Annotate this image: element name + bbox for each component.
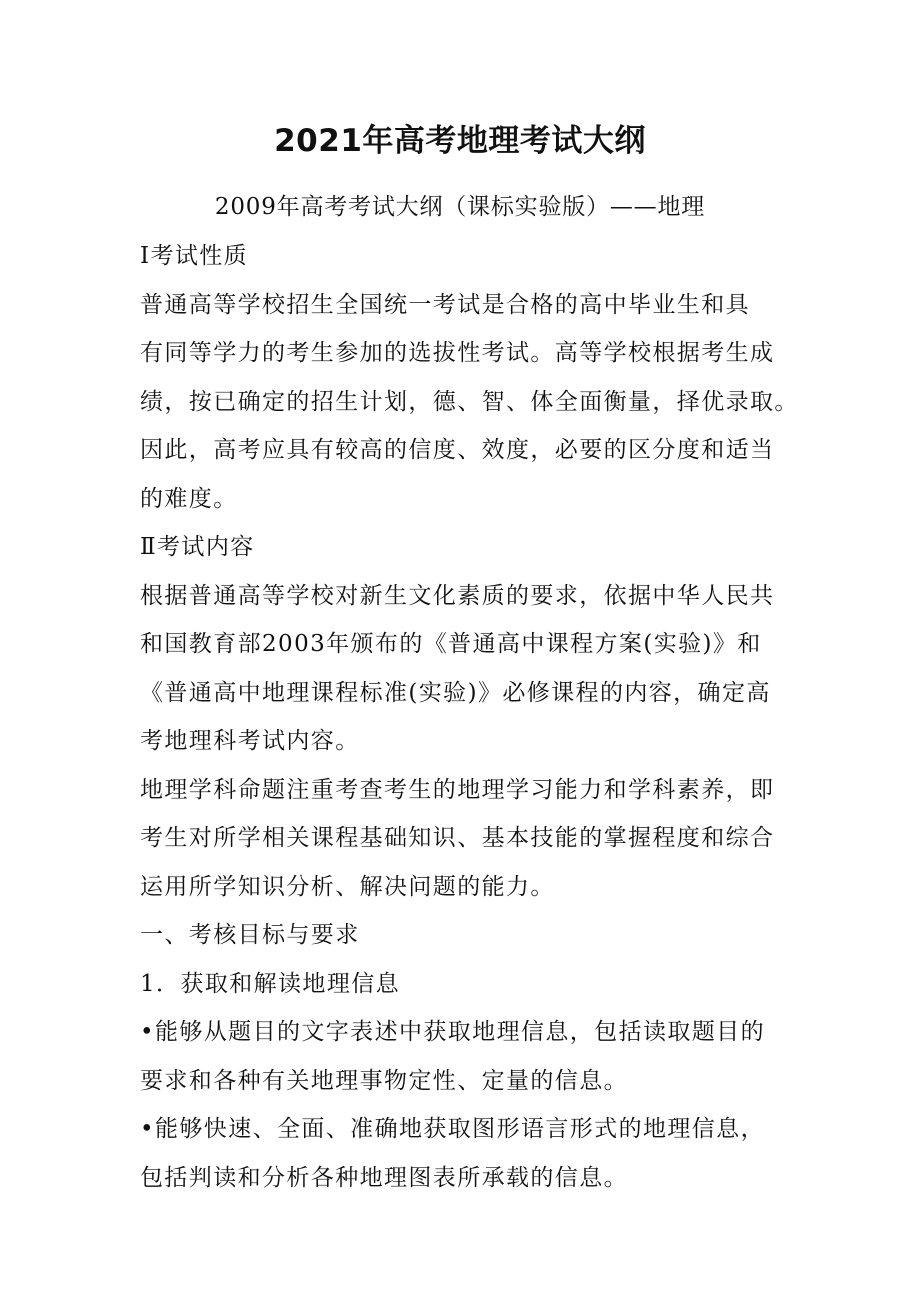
text-line: 有同等学力的考生参加的选拔性考试。高等学校根据考生成 <box>140 340 775 366</box>
text-line: 因此，高考应具有较高的信度、效度，必要的区分度和适当 <box>140 437 775 463</box>
text-line: 地理学科命题注重考查考生的地理学习能力和学科素养，即 <box>140 776 775 803</box>
text-line: 的难度。 <box>140 485 238 512</box>
text-line: 包括判读和分析各种地理图表所承载的信息。 <box>140 1164 628 1191</box>
bullet-line: •能够快速、全面、准确地获取图形语言形式的地理信息， <box>140 1116 765 1142</box>
text-line: 运用所学知识分析、解决问题的能力。 <box>140 873 555 900</box>
text-line: 普通高等学校招生全国统一考试是合格的高中毕业生和具 <box>140 291 750 318</box>
text-line: 和国教育部2003年颁布的《普通高中课程方案(实验)》和 <box>140 631 762 657</box>
text-line: 考生对所学相关课程基础知识、基本技能的掌握程度和综合 <box>140 825 775 851</box>
text-line: 考地理科考试内容。 <box>140 728 360 754</box>
text-line: 根据普通高等学校对新生文化素质的要求，依据中华人民共 <box>140 582 775 609</box>
document-body <box>140 232 799 1202</box>
text-line: 绩，按已确定的招生计划，德、智、体全面衡量，择优录取。 <box>140 388 799 415</box>
bullet-line: •能够从题目的文字表述中获取地理信息，包括读取题目的 <box>140 1019 765 1045</box>
subsection-heading-objectives: 一、考核目标与要求 <box>140 922 360 948</box>
section-heading-nature: Ⅰ考试性质 <box>140 243 249 269</box>
text-line: 《普通高中地理课程标准(实验)》必修课程的内容，确定高 <box>140 679 771 706</box>
section-heading-content: Ⅱ考试内容 <box>140 534 255 560</box>
item-heading-info: 1．获取和解读地理信息 <box>140 970 401 997</box>
text-line: 要求和各种有关地理事物定性、定量的信息。 <box>140 1067 628 1094</box>
document-subtitle: 2009年高考考试大纲（课标实验版）——地理 <box>214 194 706 220</box>
document-title: 2021年高考地理考试大纲 <box>274 123 646 159</box>
